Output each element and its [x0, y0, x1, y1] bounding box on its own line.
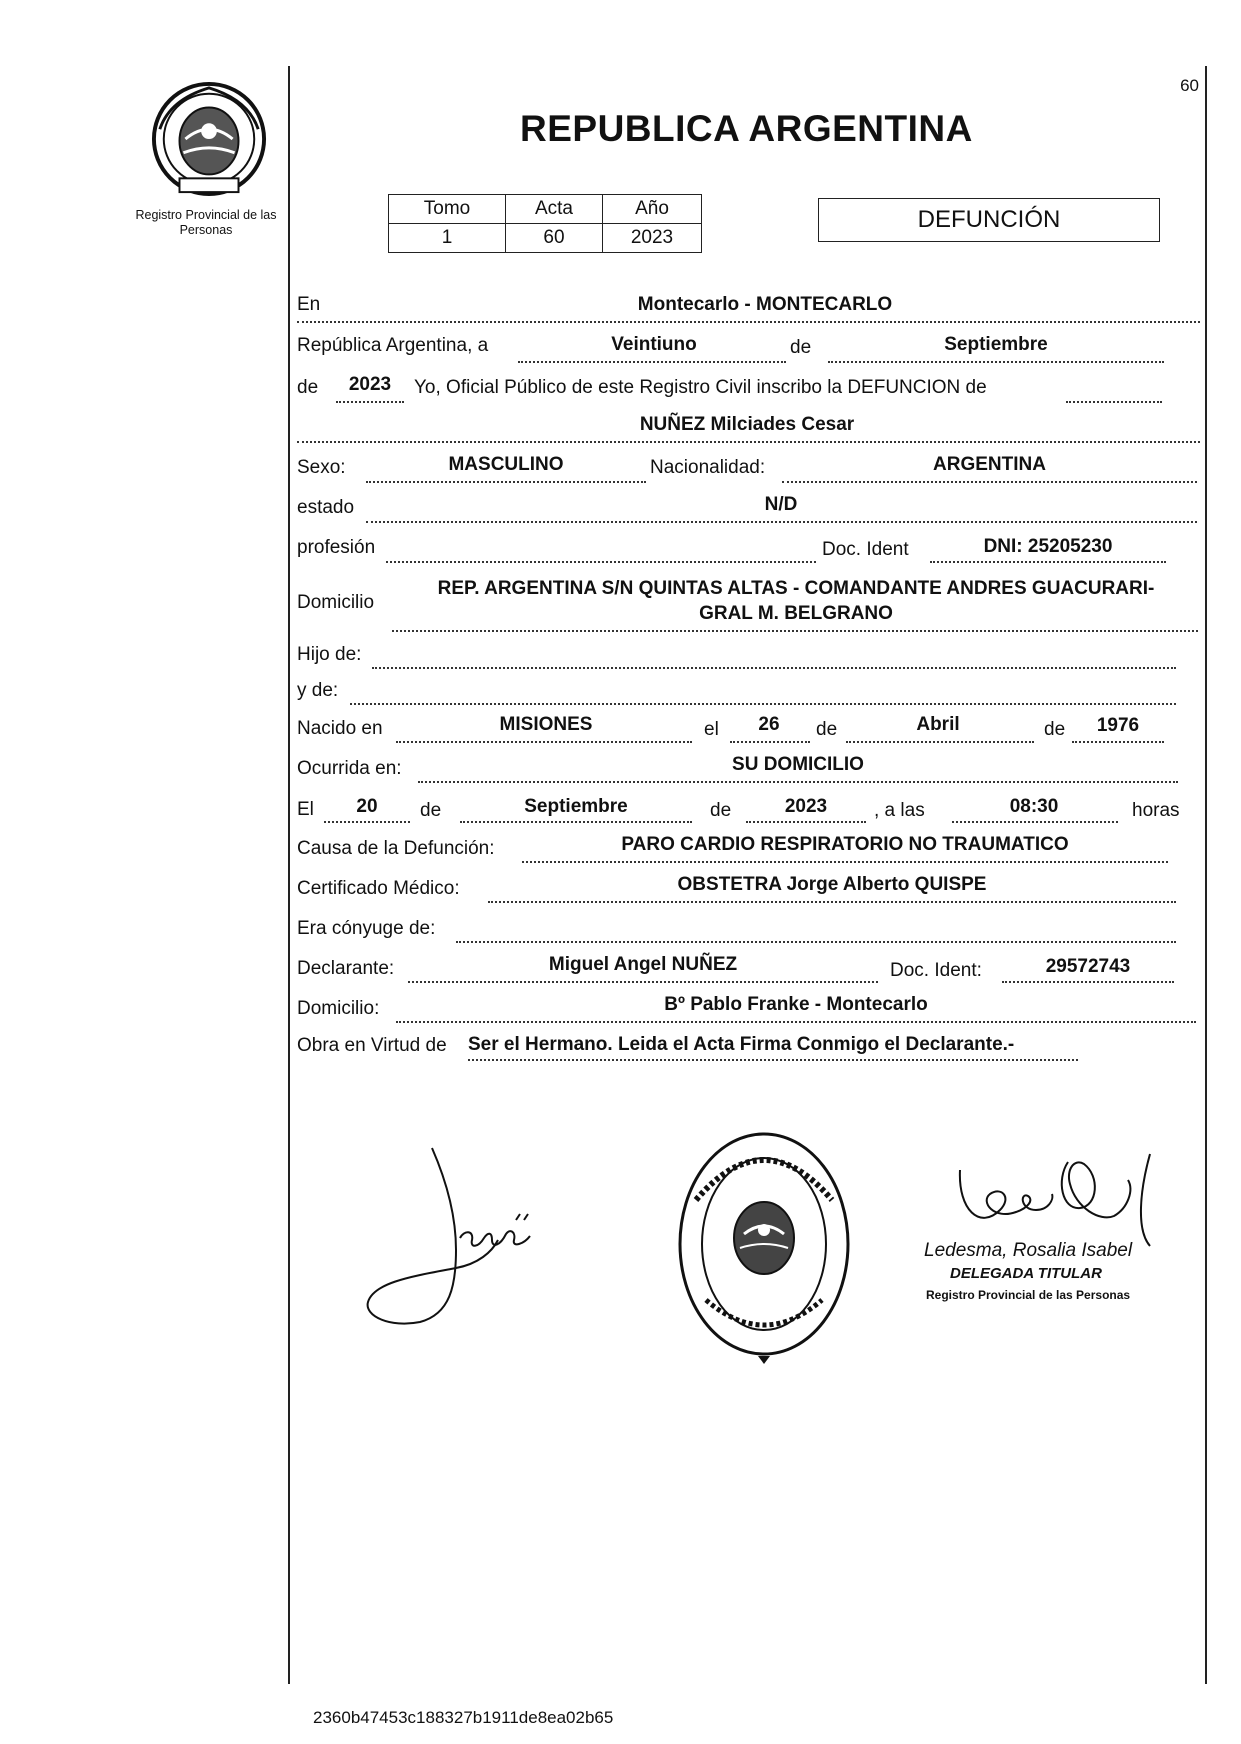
dots-year	[336, 401, 404, 403]
value-day-text: Veintiuno	[611, 334, 697, 355]
signer-organization: Registro Provincial de las Personas	[926, 1288, 1131, 1302]
dots-sex	[366, 481, 646, 483]
header-tomo: Tomo	[389, 195, 506, 224]
value-sex: MASCULINO	[448, 454, 564, 475]
dots-death-month	[460, 821, 692, 823]
right-margin-line	[1205, 66, 1207, 1684]
dots-declarant-doc	[1002, 981, 1174, 983]
line-1	[297, 321, 1200, 323]
dots-cause	[522, 861, 1168, 863]
label-de-2: de	[297, 377, 319, 398]
value-birth-year: 1976	[1096, 715, 1140, 736]
signer-role: DELEGADA TITULAR	[950, 1265, 1102, 1282]
dots-child-of	[372, 667, 1176, 669]
document-title: REPUBLICA ARGENTINA	[520, 108, 973, 149]
label-birth-de-2: de	[1044, 719, 1066, 740]
value-death-month: Septiembre	[524, 796, 628, 817]
value-deceased-name: NUÑEZ Milciades Cesar	[639, 414, 855, 435]
left-margin-line	[288, 66, 290, 1684]
label-and-of: y de:	[297, 680, 339, 701]
signer-name: Ledesma, Rosalia Isabel	[924, 1240, 1133, 1261]
label-occurred-in: Ocurrida en:	[297, 758, 402, 779]
dots-occurred-in	[418, 781, 1178, 783]
dots-death-year	[746, 821, 866, 823]
value-month: Septiembre	[944, 334, 1048, 355]
value-place: Montecarlo - MONTECARLO	[637, 294, 893, 315]
dots-certificate	[488, 901, 1176, 903]
dots-by-virtue	[468, 1059, 1078, 1061]
declarant-signature	[360, 1140, 590, 1330]
header-acta: Acta	[506, 195, 603, 224]
dots-inscription-end	[1066, 401, 1162, 403]
value-death-year: 2023	[784, 796, 828, 817]
value-year: 2023	[348, 374, 392, 395]
value-death-day: 20	[356, 796, 378, 817]
value-nationality: ARGENTINA	[933, 454, 1046, 475]
label-sex: Sexo:	[297, 457, 346, 478]
provincial-coat-of-arms-icon	[150, 80, 268, 198]
label-doc-ident: Doc. Ident	[822, 539, 909, 560]
value-cause: PARO CARDIO RESPIRATORIO NO TRAUMATICO	[621, 834, 1069, 855]
value-domicile-line-2: GRAL M. BELGRANO	[699, 603, 893, 624]
registry-seal	[676, 1130, 852, 1368]
page-number: 60	[1180, 76, 1199, 95]
label-en: En	[297, 294, 321, 315]
label-domicile: Domicilio	[297, 592, 375, 613]
value-birthplace: MISIONES	[499, 714, 593, 735]
dots-birth-day	[730, 741, 810, 743]
dots-profession	[386, 561, 816, 563]
value-birth-month: Abril	[916, 714, 960, 735]
record-type-box: DEFUNCIÓN	[818, 198, 1160, 242]
record-number-table	[388, 194, 702, 253]
value-occurred-in: SU DOMICILIO	[732, 754, 864, 775]
dots-declarant	[408, 981, 878, 983]
dots-nationality	[782, 481, 1197, 483]
label-at-time: , a las	[874, 800, 925, 821]
label-inscription: Yo, Oficial Público de este Registro Civil inscribo la DEFUNCION de	[414, 377, 987, 398]
value-by-virtue: Ser el Hermano. Leida el Acta Firma Conmigo el Declarante.-	[468, 1034, 1015, 1055]
dots-domicile	[392, 630, 1198, 632]
label-birth-el: el	[704, 719, 719, 740]
value-death-time: 08:30	[1009, 796, 1059, 817]
dots-birth-month	[846, 741, 1034, 743]
officer-signature	[950, 1150, 1180, 1250]
label-death-de-1: de	[420, 800, 442, 821]
dots-birth-year	[1072, 741, 1164, 743]
dots-and-of	[350, 703, 1176, 705]
dots-estado	[366, 521, 1197, 523]
label-by-virtue: Obra en Virtud de	[297, 1035, 447, 1056]
dots-spouse	[456, 941, 1176, 943]
dots-birthplace	[396, 741, 692, 743]
label-declarant-domicile: Domicilio:	[297, 998, 380, 1019]
value-certificate: OBSTETRA Jorge Alberto QUISPE	[677, 874, 987, 895]
dots-document	[930, 561, 1166, 563]
value-acta: 60	[506, 224, 603, 253]
dots-death-day	[324, 821, 410, 823]
issuer-caption: Registro Provincial de las Personas	[135, 208, 277, 237]
label-nationality: Nacionalidad:	[650, 457, 766, 478]
label-profession: profesión	[297, 537, 376, 558]
line-declarant-domicile	[396, 1021, 1196, 1023]
document-hash: 2360b47453c188327b1911de8ea02b65	[313, 1708, 614, 1727]
dots-day	[518, 361, 786, 363]
label-born-in: Nacido en	[297, 718, 383, 739]
value-declarant: Miguel Angel NUÑEZ	[548, 954, 738, 975]
dots-death-time	[952, 821, 1118, 823]
label-de-1: de	[790, 337, 812, 358]
label-child-of: Hijo de:	[297, 644, 362, 665]
label-birth-de-1: de	[816, 719, 838, 740]
label-estado: estado	[297, 497, 355, 518]
label-death-el: El	[297, 799, 314, 820]
header-anio: Año	[603, 195, 702, 224]
value-document: DNI: 25205230	[983, 536, 1113, 557]
label-death-de-2: de	[710, 800, 732, 821]
value-domicile-line-1: REP. ARGENTINA S/N QUINTAS ALTAS - COMANDANTE ANDRES GUACURARI-	[437, 578, 1155, 599]
value-anio: 2023	[603, 224, 702, 253]
label-certificate: Certificado Médico:	[297, 878, 460, 899]
label-cause: Causa de la Defunción:	[297, 838, 495, 859]
dots-month	[828, 361, 1164, 363]
value-declarant-doc: 29572743	[1045, 956, 1131, 977]
value-estado: N/D	[764, 494, 798, 515]
label-spouse: Era cónyuge de:	[297, 918, 436, 939]
label-hours: horas	[1132, 800, 1180, 821]
label-declarant-doc: Doc. Ident:	[890, 960, 982, 981]
value-birth-day: 26	[758, 714, 780, 735]
label-declarant: Declarante:	[297, 958, 395, 979]
line-4	[297, 441, 1200, 443]
value-tomo: 1	[389, 224, 506, 253]
value-declarant-domicile: Bº Pablo Franke - Montecarlo	[664, 994, 928, 1015]
label-republica: República Argentina, a	[297, 335, 489, 356]
